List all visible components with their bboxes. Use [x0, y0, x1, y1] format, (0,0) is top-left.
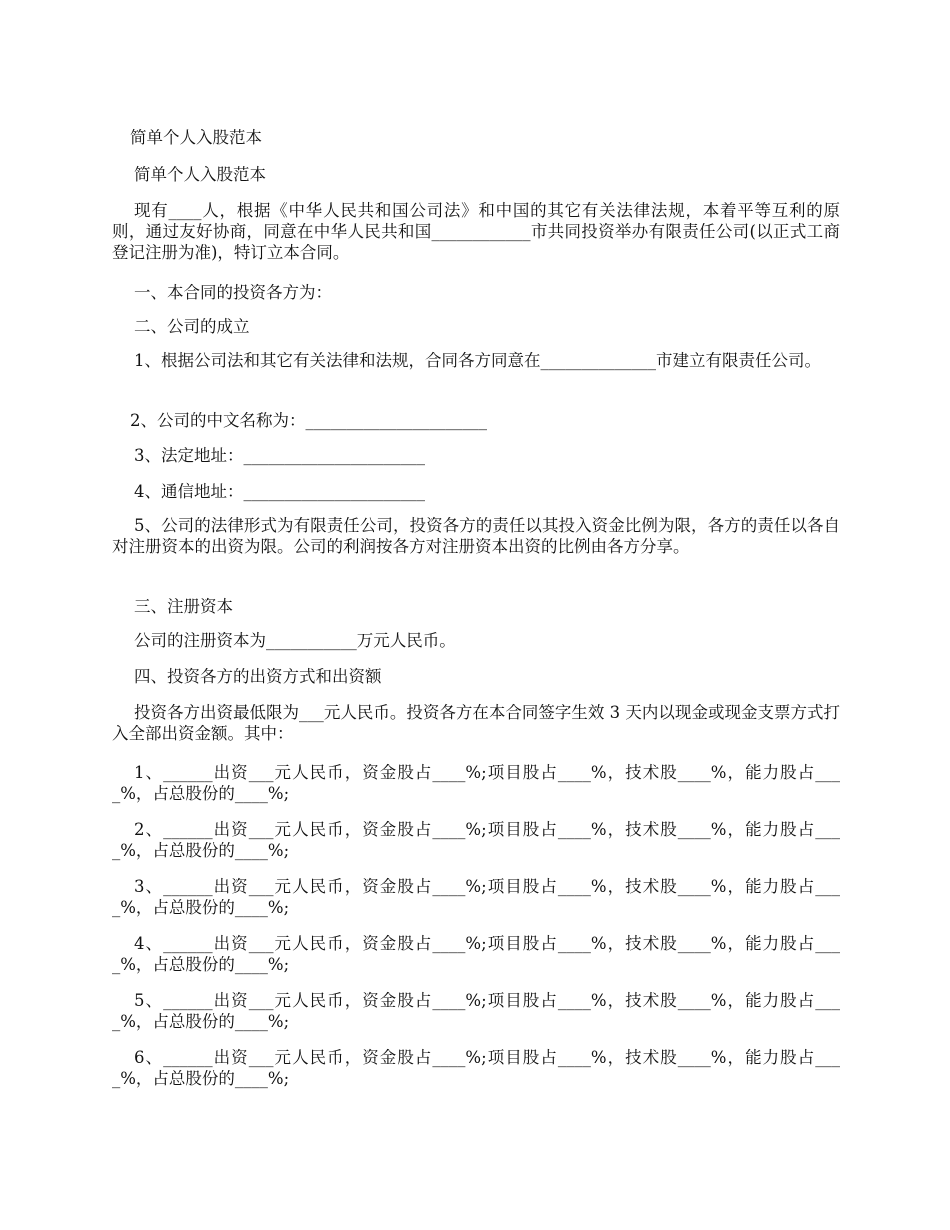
section-2-heading: 二、公司的成立 — [134, 317, 250, 336]
clause-2-4: 4、通信地址：______________________ — [134, 482, 425, 501]
contribution-intro: 投资各方出资最低限为___元人民币。投资各方在本合同签字生效 3 天内以现金或现金支票方式打入全部出资金额。其中： — [112, 703, 840, 743]
document-subheading: 简单个人入股范本 — [134, 165, 266, 184]
intro-paragraph: 现有____人，根据《中华人民共和国公司法》和中国的其它有关法律法规，本着平等互利的原则，通过友好协商，同意在中华人民共和国____________市共同投资举办有限责任公司(以正式工商登记注册为准)，特订立本合同。 — [112, 201, 840, 262]
clause-2-1: 1、根据公司法和其它有关法律和法规，合同各方同意在______________市建立有限责任公司。 — [134, 351, 821, 370]
investor-clause-6: 6、______出资___元人民币，资金股占____%;项目股占____%，技术股____%，能力股占____%，占总股份的____%; — [112, 1048, 840, 1088]
section-1-heading: 一、本合同的投资各方为： — [134, 283, 332, 302]
registered-capital: 公司的注册资本为___________万元人民币。 — [134, 631, 456, 650]
investor-clause-1: 1、______出资___元人民币，资金股占____%;项目股占____%，技术股____%，能力股占____%，占总股份的____%; — [112, 763, 840, 803]
clause-2-2: 2、公司的中文名称为：______________________ — [130, 411, 487, 430]
clause-2-3: 3、法定地址：______________________ — [134, 446, 425, 465]
document-heading: 简单个人入股范本 — [130, 128, 262, 147]
section-3-heading: 三、注册资本 — [134, 597, 233, 616]
clause-2-5: 5、公司的法律形式为有限责任公司，投资各方的责任以其投入资金比例为限，各方的责任以各自对注册资本的出资为限。公司的利润按各方对注册资本出资的比例由各方分享。 — [112, 516, 840, 556]
investor-clause-5: 5、______出资___元人民币，资金股占____%;项目股占____%，技术股____%，能力股占____%，占总股份的____%; — [112, 991, 840, 1031]
investor-clause-3: 3、______出资___元人民币，资金股占____%;项目股占____%，技术股____%，能力股占____%，占总股份的____%; — [112, 877, 840, 917]
section-4-heading: 四、投资各方的出资方式和出资额 — [134, 667, 382, 686]
investor-clause-2: 2、______出资___元人民币，资金股占____%;项目股占____%，技术股____%，能力股占____%，占总股份的____%; — [112, 820, 840, 860]
investor-clause-4: 4、______出资___元人民币，资金股占____%;项目股占____%，技术股____%，能力股占____%，占总股份的____%; — [112, 934, 840, 974]
